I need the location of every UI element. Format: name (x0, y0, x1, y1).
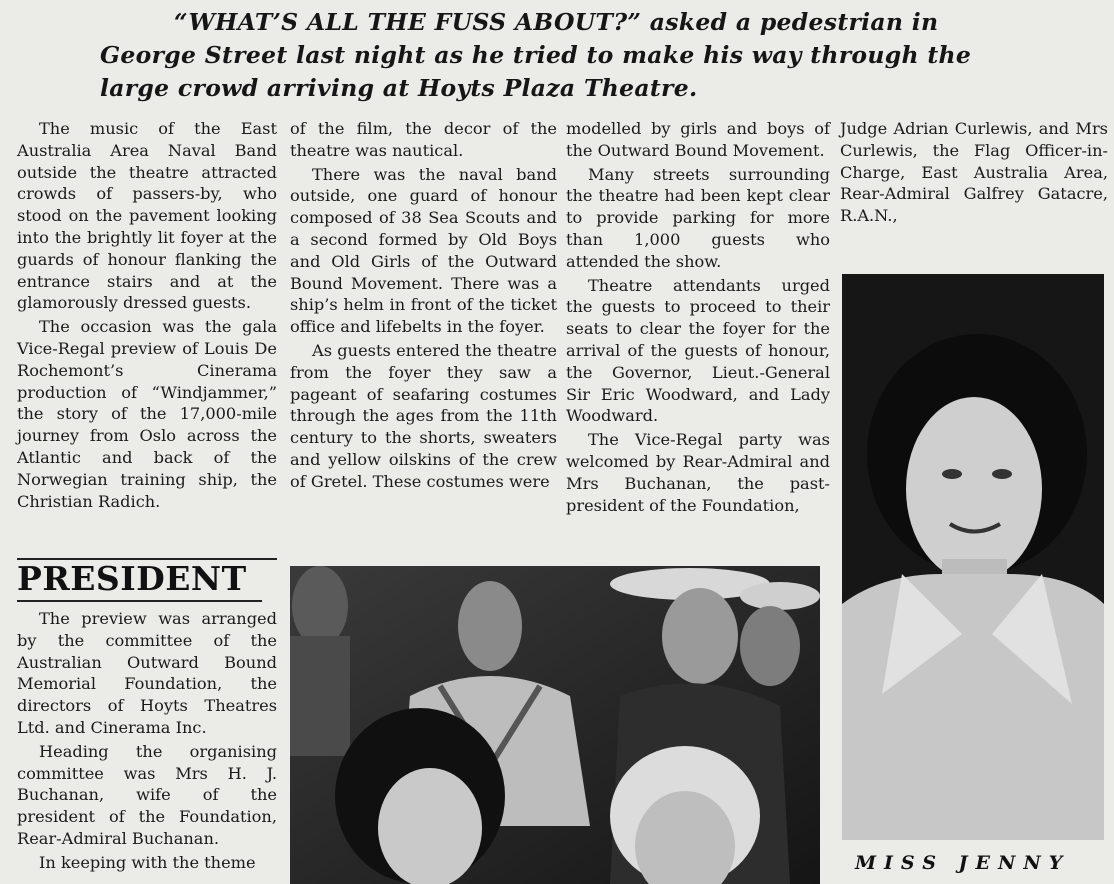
headline-line-3: large crowd arriving at Hoyts Plaza Theatre. (100, 74, 698, 102)
subhead-rule (17, 600, 262, 602)
paragraph: The music of the East Australia Area Naval Band outside the theatre attracted crowds of passers-by, who stood on the pavement looking into the brightly lit foyer at the guards of honour flanking the entrance stairs and at the glamorously dressed guests. (17, 119, 277, 313)
column-2 (290, 118, 557, 493)
column-3 (566, 118, 830, 516)
paragraph: In keeping with the theme (39, 852, 256, 872)
paragraph: The preview was arranged by the committee of the Australian Outward Bound Memorial Foundation, the directors of Hoyts Theatres Ltd. and Cinerama Inc. (17, 609, 277, 737)
column-4 (840, 118, 1108, 227)
headline-line-1: “WHAT’S ALL THE FUSS ABOUT?” asked a pedestrian in (174, 8, 939, 36)
paragraph: The Vice-Regal party was welcomed by Rear-Admiral and Mrs Buchanan, the past-president of the Foundation, (566, 430, 830, 515)
portrait-photo (842, 274, 1104, 840)
paragraph: There was the naval band outside, one guard of honour composed of 38 Sea Scouts and a second formed by Old Boys and Old Girls of the Outward Bound Movement. There was a ship’s helm in front of the ticket office and lifebelts in the foyer. (290, 164, 557, 337)
section-subhead: PRESIDENT (17, 559, 247, 598)
paragraph: Theatre attendants urged the guests to proceed to their seats to clear the foyer for the arrival of the guests of honour, the Governor, Lieut.-General Sir Eric Woodward, and Lady Woodward. (566, 275, 830, 426)
photo-caption: MISS JENNY (855, 852, 1071, 874)
paragraph: Judge Adrian Curlewis, and Mrs Curlewis, the Flag Officer-in-Charge, East Australia Area, Rear-Admiral Galfrey Gatacre, R.A.N., (840, 119, 1108, 226)
headline (88, 6, 1108, 105)
paragraph: of the film, the decor of the theatre was nautical. (290, 119, 557, 160)
crowd-photo (290, 566, 820, 884)
column-1-lower (17, 608, 277, 874)
paragraph: Heading the organising committee was Mrs H. J. Buchanan, wife of the president of the Foundation, Rear-Admiral Buchanan. (17, 741, 277, 848)
paragraph: modelled by girls and boys of the Outward Bound Movement. (566, 119, 830, 160)
column-1 (17, 118, 277, 512)
headline-line-2: George Street last night as he tried to make his way through the (100, 41, 972, 69)
portrait-photo-image (842, 274, 1104, 840)
crowd-photo-image (290, 566, 820, 884)
paragraph: Many streets surrounding the theatre had been kept clear to provide parking for more than 1,000 guests who attended the show. (566, 164, 830, 271)
paragraph: As guests entered the theatre from the foyer they saw a pageant of seafaring costumes through the ages from the 11th century to the shorts, sweaters and yellow oilskins of the crew of Gretel. These costumes were (290, 340, 557, 491)
paragraph: The occasion was the gala Vice-Regal preview of Louis De Rochemont’s Cinerama production of “Windjammer,” the story of the 17,000-mile journey from Oslo across the Atlantic and back of the Norwegian training ship, the Christian Radich. (17, 317, 277, 511)
